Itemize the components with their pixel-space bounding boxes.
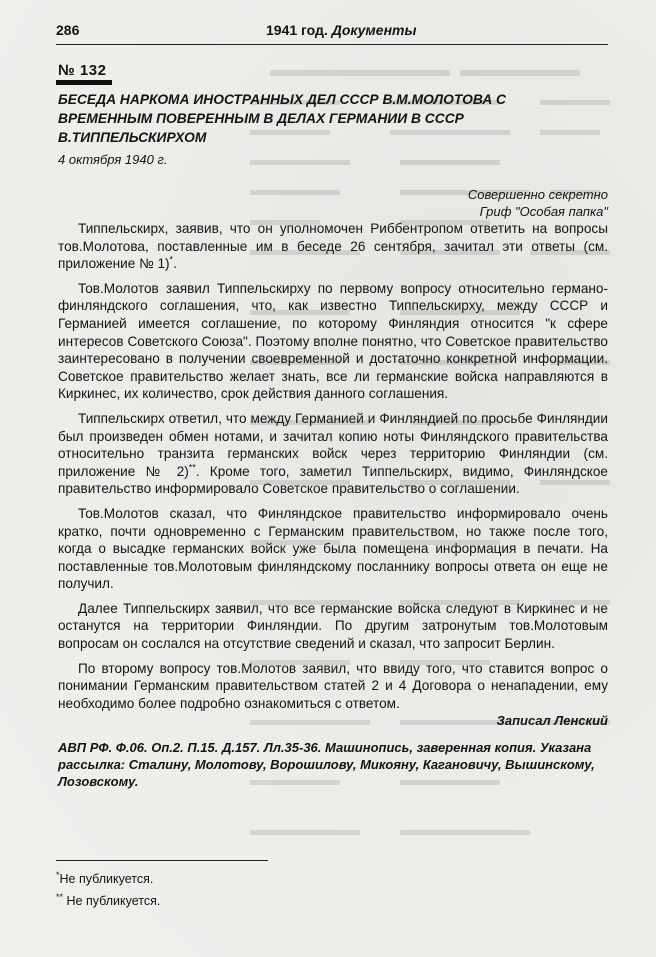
header-divider — [56, 44, 608, 45]
recorder-signature: Записал Ленский — [496, 713, 608, 728]
footnote-ref: ** — [188, 462, 196, 473]
footnote-divider — [56, 860, 268, 861]
paragraph-3 — [58, 410, 608, 498]
footnote-2 — [56, 888, 160, 910]
footnote-1 — [56, 866, 160, 888]
document-body — [58, 220, 608, 719]
paragraph-1-text: Типпельскирх, заявив, что он уполномочен Риббентропом ответить на вопросы тов.Молотова, поставленные им в беседе 26 сентября, зачитал эти ответы (см. приложение № 1) — [58, 221, 608, 272]
footnote-ref: * — [169, 254, 174, 265]
page-header — [56, 20, 604, 42]
classification-secret: Совершенно секретно — [467, 187, 608, 202]
document-title: БЕСЕДА НАРКОМА ИНОСТРАННЫХ ДЕЛ СССР В.М.МОЛОТОВА С ВРЕМЕННЫМ ПОВЕРЕННЫМ В ДЕЛАХ ГЕРМАНИИ В СССР В.ТИППЕЛЬСКИРХОМ — [58, 92, 507, 145]
paragraph-3-text: Типпельскирх ответил, что между Германией и Финляндией по просьбе Финляндии был произведен обмен нотами, и зачитал копию ноты Финляндского правительства относительно транзита германских войск через территорию Финляндии (см. приложение № 2) — [58, 410, 608, 479]
paragraph-2: Тов.Молотов заявил Типпельскирху по первому вопросу относительно германо-финляндского соглашения, что, как известно Типпельскирху, между СССР и Германией имеется соглашение, по которому Финляндия относится "к сфере интересов Советского Союза". Поэтому вполне понятно, что Советское правительство заинтересовано в получении своевременной и достаточно конкретной информации. Советское правительство желает знать, все ли германские войска направляются в Киркинес, их количество, срок действия данного соглашения. — [58, 280, 608, 402]
paragraph-6: По второму вопросу тов.Молотов заявил, что ввиду того, что ставится вопрос о понимании Германским правительством статей 2 и 4 Договора о ненападении, ему необходимо более подробно ознакомиться с ответом. — [58, 660, 608, 711]
footnote-2-text: Не публикуется. — [66, 894, 161, 909]
document-date: 4 октября 1940 г. — [58, 152, 168, 167]
paragraph-4: Тов.Молотов сказал, что Финляндское правительство информировало очень кратко, почти одновременно с Германским правительством, но также после того, когда о высадке германских войск уже была помещена информация в печати. На поставленные тов.Молотовым финляндскому посланнику вопросы ответа он еще не получил. — [58, 505, 608, 592]
running-title-year: 1941 год. — [266, 22, 328, 38]
running-title-section: Документы — [331, 22, 417, 38]
classification-stamp — [468, 186, 608, 220]
footnote-2-mark: ** — [56, 892, 64, 903]
archive-reference: АВП РФ. Ф.06. Оп.2. П.15. Д.157. Лл.35-36. Машинопись, заверенная копия. Указана рассылка: Сталину, Молотову, Ворошилову, Микояну, Кагановичу, Вышинскому, Лозовскому. — [58, 740, 595, 789]
paragraph-5: Далее Типпельскирх заявил, что все германские войска следуют в Киркинес и не останутся на территории Финляндии. По другим затронутым тов.Молотовым вопросам он сослался на отсутствие сведений и сказал, что запросит Берлин. — [58, 600, 608, 652]
classification-stamp-grif: Гриф "Особая папка" — [479, 204, 608, 219]
document-number: № 132 — [58, 62, 107, 79]
footnotes — [56, 866, 160, 910]
footnote-1-text: Не публикуется. — [59, 872, 154, 887]
footnote-1-mark: * — [56, 870, 60, 880]
document-number-bar — [56, 80, 112, 85]
running-title — [266, 22, 416, 38]
page-number: 286 — [56, 22, 80, 38]
paragraph-3-rest: . Кроме того, заметил Типпельскирх, видимо, Финляндское правительство информировало Советское правительство о соглашении. — [58, 463, 608, 497]
paragraph-1: Типпельскирх, заявив, что он уполномочен Риббентропом ответить на вопросы тов.Молотова, поставленные им в беседе 26 сентября, зачитал эти ответы (см. приложение № 1)*. — [58, 221, 608, 272]
